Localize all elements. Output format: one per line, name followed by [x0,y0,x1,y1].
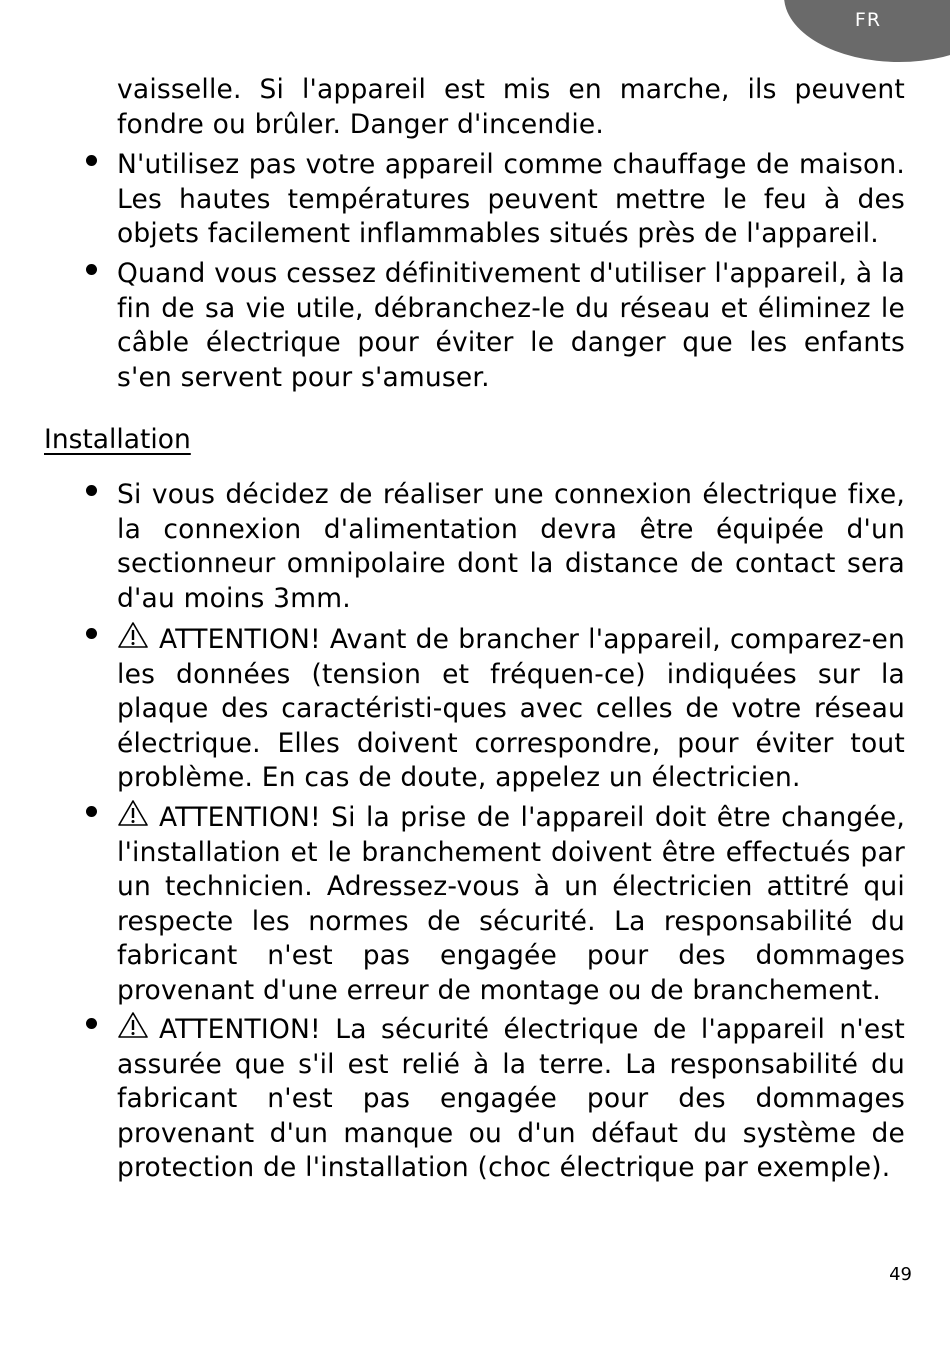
warning-text: ATTENTION! La sécurité électrique de l'appareil n'est assurée que s'il est relié à la terre. La responsabilité du fabricant n'est pas engagée pour des dommages provenant d'un manque ou d'un défaut du système de protection de l'installation (choc électrique par exemple). [117,1014,905,1184]
warning-triangle-icon [117,1011,149,1039]
list-item: N'utilisez pas votre appareil comme chauffage de maison. Les hautes températures peuvent mettre le feu à des objets facilement inflammables situés près de l'appareil. [117,149,905,250]
warning-triangle-icon [117,621,149,649]
language-label: FR [854,9,882,31]
bullet-icon [86,806,97,817]
bullet-icon [86,264,97,275]
warning-text: ATTENTION! Avant de brancher l'appareil, comparez-en les données (tension et fréquen-ce) indiquées sur la plaque des caractéristi-ques avec celles de votre réseau électrique. Elles doivent correspondre, pour éviter tout problème. En cas de doute, appelez un électricien. [117,624,905,794]
bullet-icon [86,628,97,639]
warning-text: ATTENTION! Si la prise de l'appareil doit être changée, l'installation et le branchement doivent être effectués par un technicien. Adressez-vous à un électricien attitré qui respecte les normes de sécurité. La responsabilité du fabricant n'est pas engagée pour des dommages provenant d'une erreur de montage ou de branchement. [117,802,905,1006]
list-item [117,799,905,1009]
continued-paragraph: vaisselle. Si l'appareil est mis en marche, ils peuvent fondre ou brûler. Danger d'incendie. [117,74,905,140]
section-heading: Installation [44,424,191,455]
bullet-icon [86,485,97,496]
list-item: Si vous décidez de réaliser une connexion électrique fixe, la connexion d'alimentation devra être équipée d'un sectionneur omnipolaire dont la distance de contact sera d'au moins 3mm. [117,479,905,614]
bullet-icon [86,155,97,166]
warning-triangle-icon [117,799,149,827]
list-item [117,621,905,796]
bullet-icon [86,1018,97,1029]
list-item [117,1011,905,1186]
list-item: Quand vous cessez définitivement d'utiliser l'appareil, à la fin de sa vie utile, débranchez-le du réseau et éliminez le câble électrique pour éviter le danger que les enfants s'en servent pour s'amuser. [117,258,905,393]
page-number: 49 [889,1264,912,1285]
